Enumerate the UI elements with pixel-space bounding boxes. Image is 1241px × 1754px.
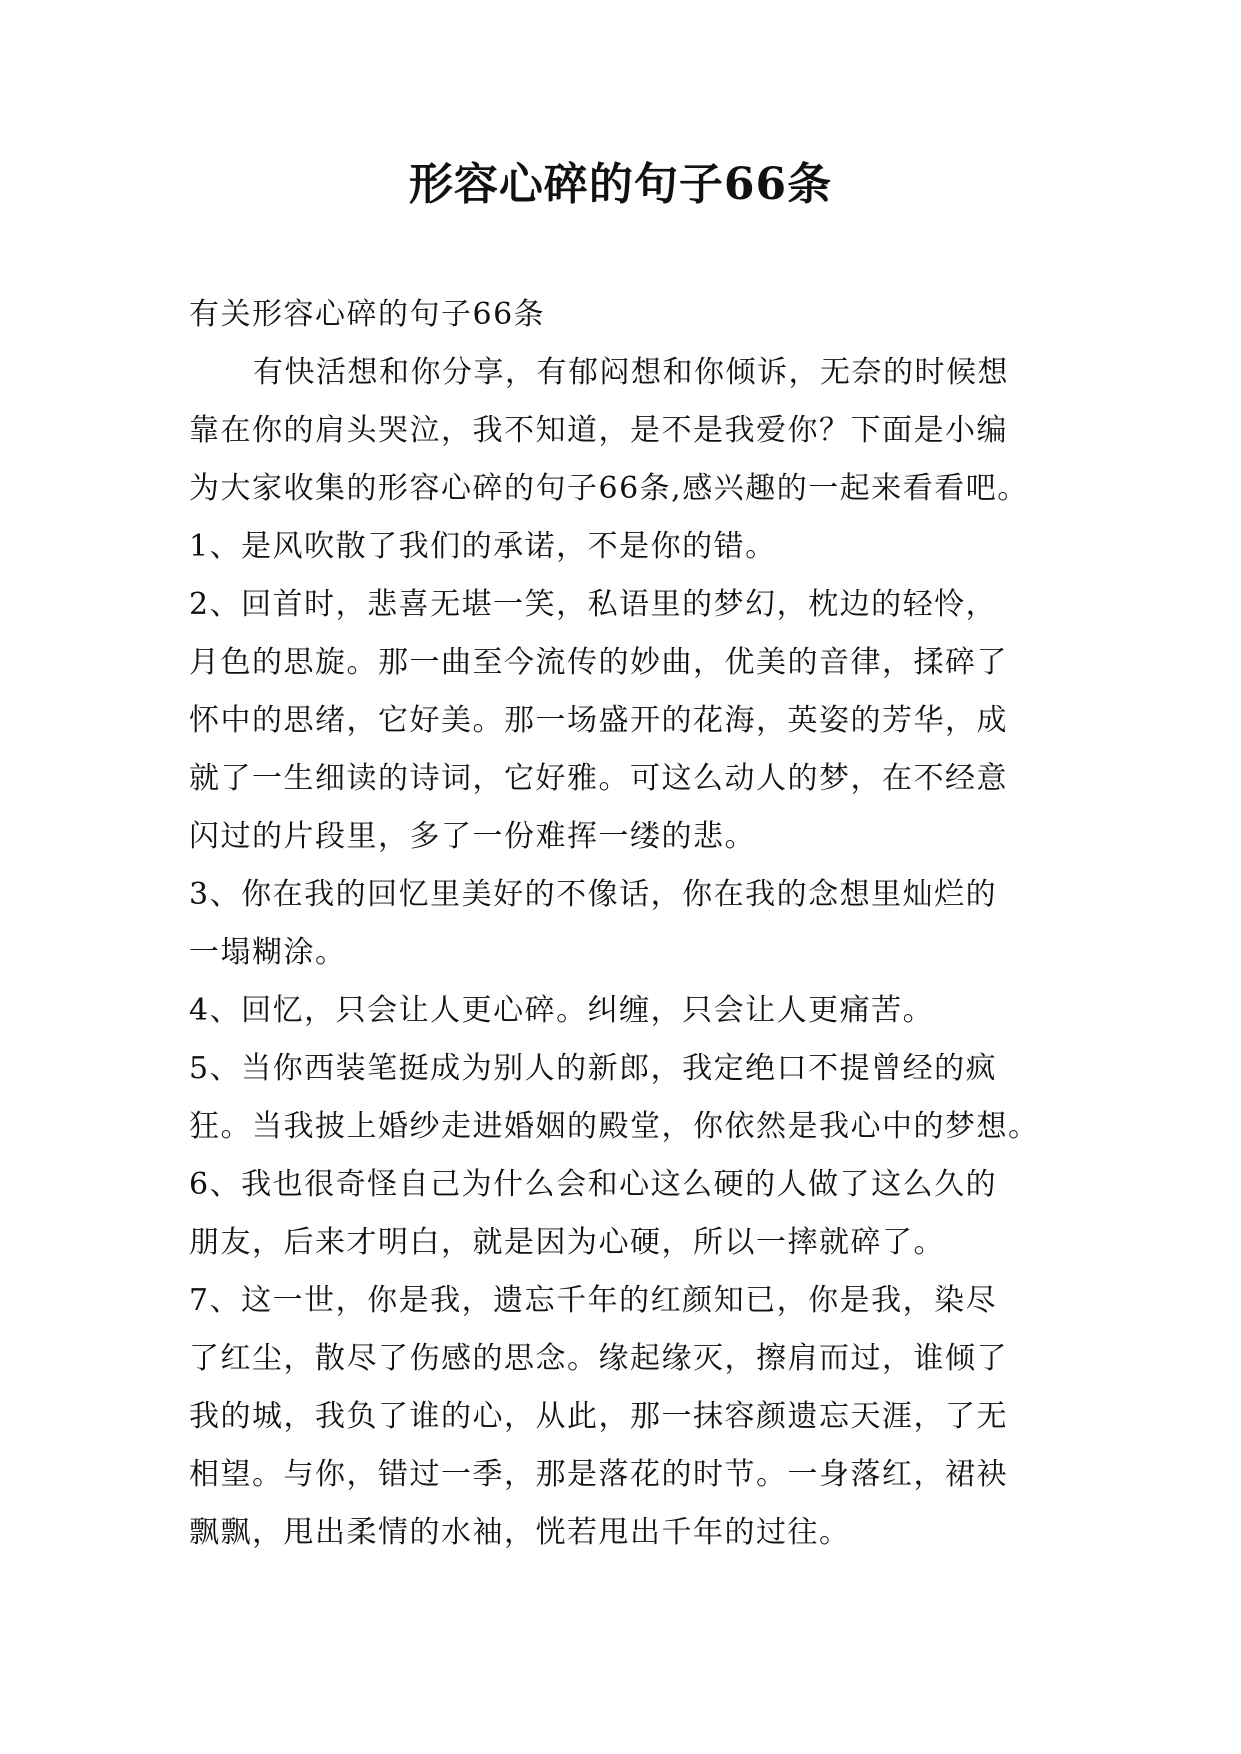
list-item-4-line: 4、回忆，只会让人更心碎。纠缠，只会让人更痛苦。 [189,993,935,1028]
list-item-2-line: 月色的思旋。那一曲至今流传的妙曲，优美的音律，揉碎了 [189,645,1008,680]
list-item-2-line: 就了一生细读的诗词，它好雅。可这么动人的梦，在不经意 [189,761,1008,796]
document-title: 形容心碎的句子66条 [408,159,833,210]
list-item-7-line: 了红尘，散尽了伤感的思念。缘起缘灭，擦肩而过，谁倾了 [189,1341,1008,1376]
list-item-6-line: 6、我也很奇怪自己为什么会和心这么硬的人做了这么久的 [189,1167,998,1202]
intro-line: 为大家收集的形容心碎的句子66条,感兴趣的一起来看看吧。 [189,471,1029,506]
list-item-1-line: 1、是风吹散了我们的承诺，不是你的错。 [189,529,777,564]
list-item-2-line: 2、回首时，悲喜无堪一笑，私语里的梦幻，枕边的轻怜， [189,587,998,622]
document-subtitle: 有关形容心碎的句子66条 [189,297,546,332]
list-item-5-line: 狂。当我披上婚纱走进婚姻的殿堂，你依然是我心中的梦想。 [189,1109,1040,1144]
list-item-7-line: 我的城，我负了谁的心，从此，那一抹容颜遗忘天涯，了无 [189,1399,1008,1434]
list-item-6-line: 朋友，后来才明白，就是因为心硬，所以一摔就碎了。 [189,1225,945,1260]
list-item-7-line: 飘飘，甩出柔情的水袖，恍若甩出千年的过往。 [189,1515,851,1550]
list-item-7-line: 相望。与你，错过一季，那是落花的时节。一身落红，裙袂 [189,1457,1008,1492]
list-item-7-line: 7、这一世，你是我，遗忘千年的红颜知已，你是我，染尽 [189,1283,998,1318]
document-body [189,286,1069,1562]
list-item-2-line: 闪过的片段里，多了一份难挥一缕的悲。 [189,819,756,854]
list-item-2-line: 怀中的思绪，它好美。那一场盛开的花海，英姿的芳华，成 [189,703,1008,738]
list-item-5-line: 5、当你西装笔挺成为别人的新郎，我定绝口不提曾经的疯 [189,1051,998,1086]
intro-line: 有快活想和你分享，有郁闷想和你倾诉，无奈的时候想 [253,355,1009,390]
list-item-3-line: 3、你在我的回忆里美好的不像话，你在我的念想里灿烂的 [189,877,998,912]
list-item-3-line: 一塌糊涂。 [189,935,347,970]
intro-line: 靠在你的肩头哭泣，我不知道，是不是我爱你？下面是小编 [189,413,1008,448]
